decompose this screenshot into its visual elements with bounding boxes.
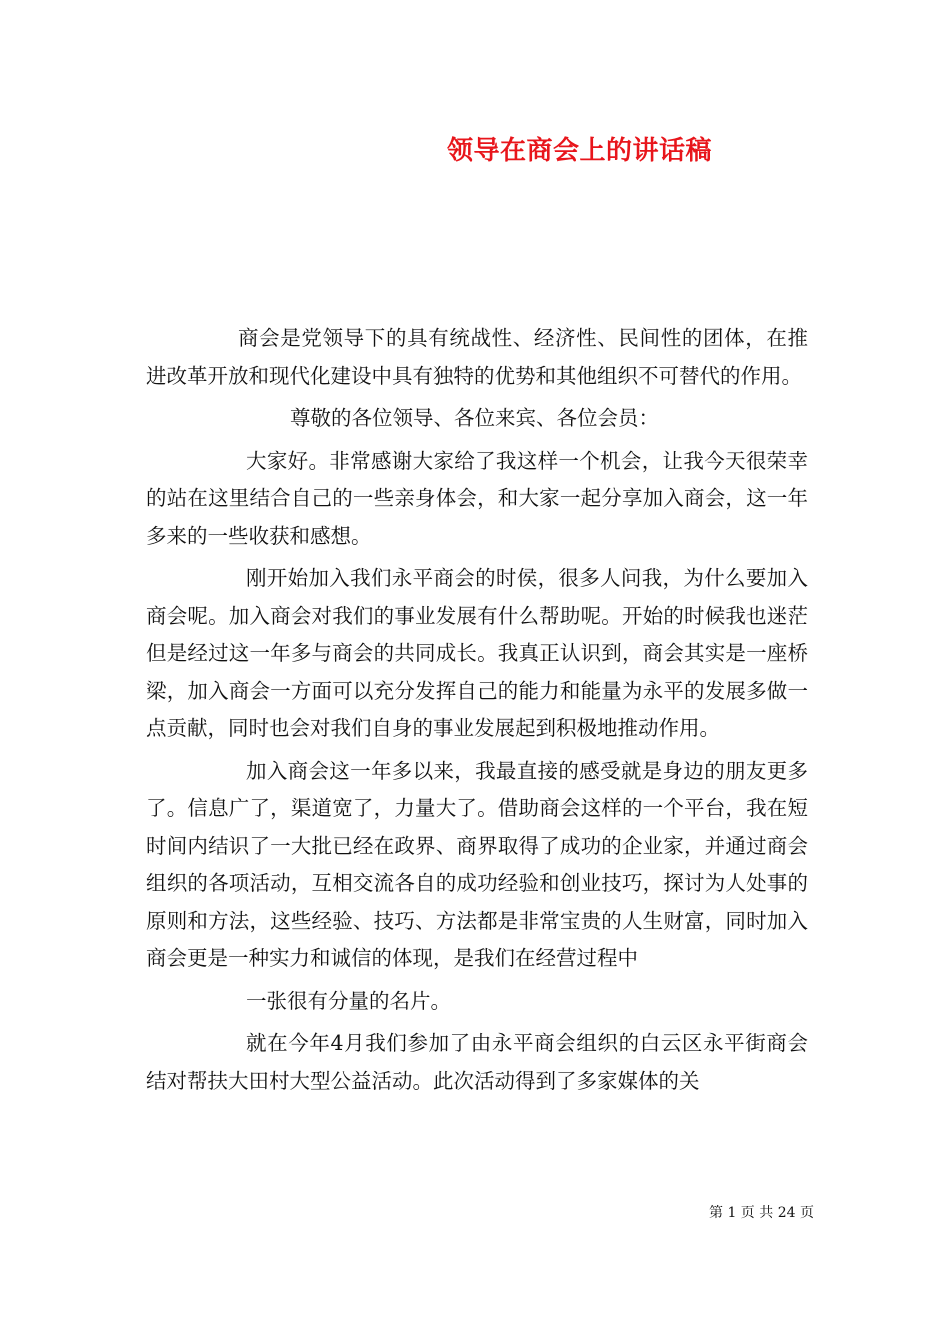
paragraph-intro: 商会是党领导下的具有统战性、经济性、民间性的团体，在推进改革开放和现代化建设中具有独特的优势和其他组织不可替代的作用。 bbox=[146, 326, 808, 388]
paragraph-business-card: 一张很有分量的名片。 bbox=[246, 988, 451, 1013]
paragraph-joining: 刚开始加入我们永平商会的时侯，很多人问我，为什么要加入商会呢。加入商会对我们的事业发展有什么帮助呢。开始的时候我也迷茫但是经过这一年多与商会的共同成长。我真正认识到，商会其实是一座桥梁，加入商会一方面可以充分发挥自己的能力和能量为永平的发展多做一点贡献，同时也会对我们自身的事业发展起到积极地推动作用。 bbox=[146, 566, 808, 740]
paragraph-experience: 加入商会这一年多以来，我最直接的感受就是身边的朋友更多了。信息广了，渠道宽了，力量大了。借助商会这样的一个平台，我在短时间内结识了一大批已经在政界、商界取得了成功的企业家，并通过商会组织的各项活动，互相交流各自的成功经验和创业技巧，探讨为人处事的原则和方法，这些经验、技巧、方法都是非常宝贵的人生财富，同时加入商会更是一种实力和诚信的体现，是我们在经营过程中 bbox=[146, 758, 808, 970]
page-number-footer: 第 1 页 共 24 页 bbox=[709, 1205, 814, 1221]
document-body bbox=[146, 320, 808, 1100]
document-title: 领导在商会上的讲话稿 bbox=[447, 136, 713, 166]
paragraph-salutation: 尊敬的各位领导、各位来宾、各位会员： bbox=[290, 406, 659, 430]
paragraph-charity-event: 就在今年4月我们参加了由永平商会组织的白云区永平街商会结对帮扶大田村大型公益活动。此次活动得到了多家媒体的关 bbox=[146, 1031, 808, 1093]
paragraph-greeting: 大家好。非常感谢大家给了我这样一个机会，让我今天很荣幸的站在这里结合自己的一些亲身体会，和大家一起分享加入商会，这一年多来的一些收获和感想。 bbox=[146, 448, 808, 548]
